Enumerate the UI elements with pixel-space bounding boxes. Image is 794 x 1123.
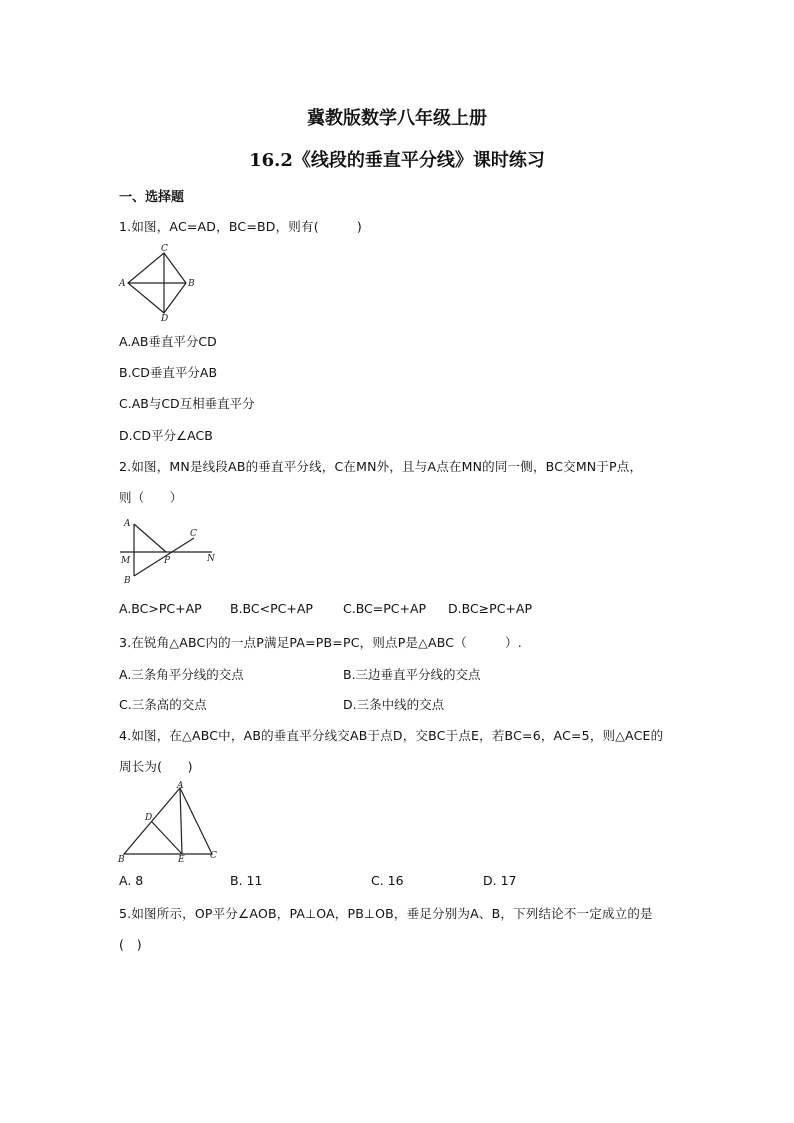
document-subtitle: 16.2《线段的垂直平分线》课时练习 — [249, 150, 545, 171]
question-3-option-d: D.三条中线的交点 — [343, 697, 445, 712]
question-4-stem-line-1: 4.如图，在△ABC中，AB的垂直平分线交AB于点D，交BC于点E，若BC=6，AC=5，则△ACE的 — [119, 728, 664, 743]
question-4-option-a: A. 8 — [119, 873, 144, 888]
question-3-stem: 3.在锐角△ABC内的一点P满足PA=PB=PC，则点P是△ABC（ ）. — [119, 635, 522, 650]
q2-label-n: N — [207, 554, 215, 564]
question-2-stem-line-2: 则（ ） — [119, 490, 183, 505]
question-4-option-b: B. 11 — [230, 873, 263, 888]
question-2-stem-line-1: 2.如图，MN是线段AB的垂直平分线，C在MN外，且与A点在MN的同一侧，BC交MN于P点， — [119, 459, 643, 474]
question-2-option-a: A.BC>PC+AP — [119, 601, 202, 616]
q4-triangle-abc — [124, 788, 212, 854]
question-1-option-a: A.AB垂直平分CD — [119, 334, 217, 349]
q1-label-b: B — [188, 279, 195, 289]
q4-label-c: C — [210, 851, 217, 861]
question-1-option-b: B.CD垂直平分AB — [119, 365, 218, 380]
question-1-option-d: D.CD平分∠ACB — [119, 428, 213, 443]
question-1-option-c: C.AB与CD互相垂直平分 — [119, 396, 255, 411]
question-2-option-b: B.BC<PC+AP — [230, 601, 313, 616]
section-heading: 一、选择题 — [119, 190, 185, 205]
question-1-stem: 1.如图，AC=AD，BC=BD，则有( ) — [119, 219, 362, 234]
q1-label-d: D — [161, 314, 169, 321]
q4-label-d: D — [145, 813, 153, 823]
q2-label-p: P — [164, 556, 171, 566]
q4-segment-ae — [180, 788, 182, 854]
question-4-stem-line-2: 周长为( ) — [119, 759, 193, 774]
question-4-option-d: D. 17 — [483, 873, 517, 888]
question-1-figure — [116, 243, 196, 321]
question-3-option-c: C.三条高的交点 — [119, 697, 207, 712]
question-4-figure — [116, 780, 226, 864]
q4-segment-de — [152, 822, 182, 854]
q2-label-m: M — [121, 556, 131, 566]
question-4-option-c: C. 16 — [371, 873, 404, 888]
q2-label-a: A — [124, 519, 131, 529]
q4-label-b: B — [118, 855, 125, 864]
q2-label-b: B — [124, 576, 131, 586]
question-2-option-d: D.BC≥PC+AP — [448, 601, 532, 616]
q1-label-a: A — [119, 279, 126, 289]
q2-label-c: C — [190, 529, 197, 539]
q4-label-e: E — [178, 855, 185, 864]
q4-label-a: A — [177, 781, 184, 791]
question-5-stem-line-2: ( ) — [119, 937, 142, 952]
question-5-stem-line-1: 5.如图所示，OP平分∠AOB，PA⊥OA，PB⊥OB，垂足分别为A、B，下列结论不一定成立的是 — [119, 906, 653, 921]
q1-label-c: C — [161, 244, 168, 254]
q2-segment-ap — [134, 524, 166, 552]
question-3-option-a: A.三条角平分线的交点 — [119, 667, 244, 682]
document-title: 冀教版数学八年级上册 — [307, 108, 487, 129]
question-2-option-c: C.BC=PC+AP — [343, 601, 427, 616]
question-3-option-b: B.三边垂直平分线的交点 — [343, 667, 481, 682]
question-2-figure — [116, 516, 226, 588]
